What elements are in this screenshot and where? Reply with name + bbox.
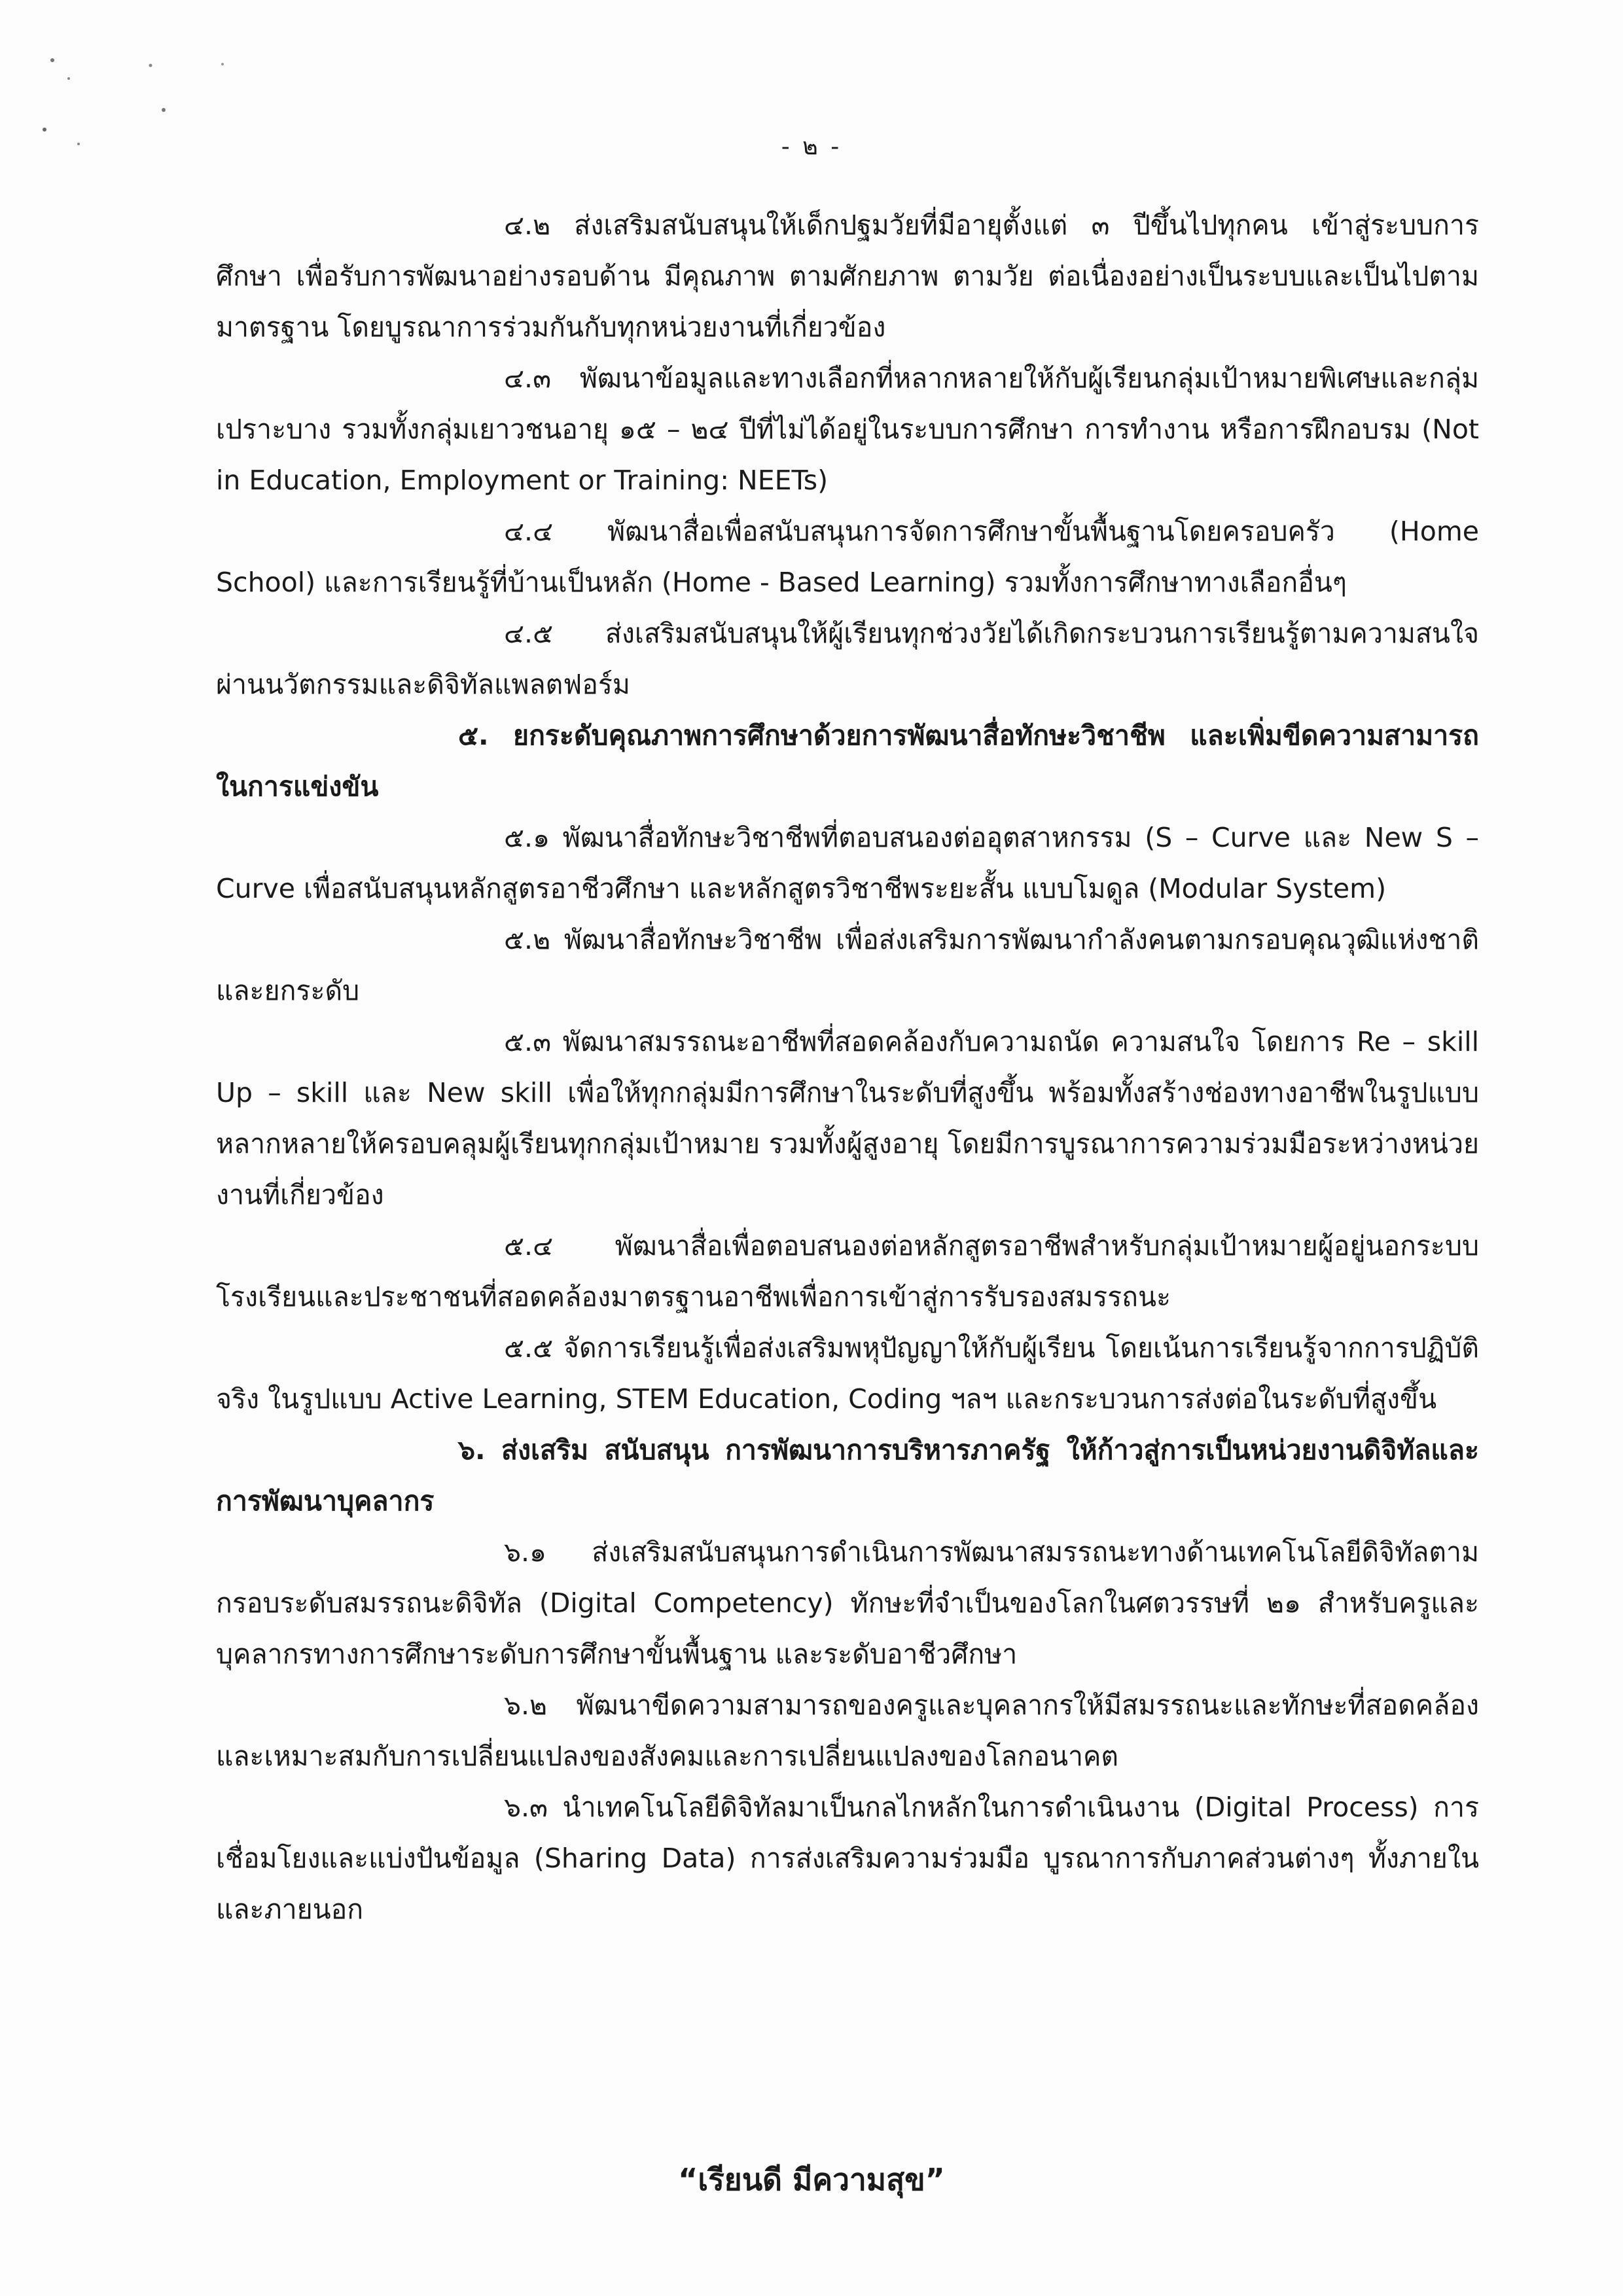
page-number: - ๒ - [781,133,842,160]
section-heading-6: ๖. ส่งเสริม สนับสนุน การพัฒนาการบริหารภาครัฐ ให้ก้าวสู่การเป็นหน่วยงานดิจิทัลและการพัฒนาบุคลากร [216,1434,1479,1517]
section-heading-5: ๕. ยกระดับคุณภาพการศึกษาด้วยการพัฒนาสื่อทักษะวิชาชีพ และเพิ่มขีดความสามารถในการแข่งขัน [216,720,1479,802]
paragraph-6-1: ๖.๑ ส่งเสริมสนับสนุนการดำเนินการพัฒนาสมรรถนะทางด้านเทคโนโลยีดิจิทัลตามกรอบระดับสมรรถนะดิจิทัล (Digital Competency) ทักษะที่จำเป็นของโลกในศตวรรษที่ ๒๑ สำหรับครูและบุคลากรทางการศึกษาระดับการศึกษาขั้นพื้นฐาน และระดับอาชีวศึกษา [216,1536,1479,1670]
paragraph-5-5: ๕.๕ จัดการเรียนรู้เพื่อส่งเสริมพหุปัญญาให้กับผู้เรียน โดยเน้นการเรียนรู้จากการปฏิบัติจริง ในรูปแบบ Active Learning, STEM Education, Coding ฯลฯ และกระบวนการส่งต่อในระดับที่สูงขึ้น [216,1332,1479,1415]
document-body [216,200,1479,1935]
paragraph-4-2: ๔.๒ ส่งเสริมสนับสนุนให้เด็กปฐมวัยที่มีอายุตั้งแต่ ๓ ปีขึ้นไปทุกคน เข้าสู่ระบบการศึกษา เพื่อรับการพัฒนาอย่างรอบด้าน มีคุณภาพ ตามศักยภาพ ตามวัย ต่อเนื่องอย่างเป็นระบบและเป็นไปตามมาตรฐาน โดยบูรณาการร่วมกันกับทุกหน่วยงานที่เกี่ยวข้อง [216,209,1479,343]
paragraph-4-3: ๔.๓ พัฒนาข้อมูลและทางเลือกที่หลากหลายให้กับผู้เรียนกลุ่มเป้าหมายพิเศษและกลุ่มเปราะบาง รวมทั้งกลุ่มเยาวชนอายุ ๑๕ – ๒๔ ปีที่ไม่ได้อยู่ในระบบการศึกษา การทำงาน หรือการฝึกอบรม (Not in Education, Employment or Training: NEETs) [216,362,1479,496]
paragraph-5-4: ๕.๔ พัฒนาสื่อเพื่อตอบสนองต่อหลักสูตรอาชีพสำหรับกลุ่มเป้าหมายผู้อยู่นอกระบบโรงเรียนและประชาชนที่สอดคล้องมาตรฐานอาชีพเพื่อการเข้าสู่การรับรองสมรรถนะ [216,1230,1479,1313]
paragraph-5-2: ๕.๒ พัฒนาสื่อทักษะวิชาชีพ เพื่อส่งเสริมการพัฒนากำลังคนตามกรอบคุณวุฒิแห่งชาติ และยกระดับ [216,924,1479,1006]
paragraph-4-5: ๔.๕ ส่งเสริมสนับสนุนให้ผู้เรียนทุกช่วงวัยได้เกิดกระบวนการเรียนรู้ตามความสนใจ ผ่านนวัตกรรมและดิจิทัลแพลตฟอร์ม [216,618,1479,700]
paragraph-6-2: ๖.๒ พัฒนาขีดความสามารถของครูและบุคลากรให้มีสมรรถนะและทักษะที่สอดคล้องและเหมาะสมกับการเปลี่ยนแปลงของสังคมและการเปลี่ยนแปลงของโลกอนาคต [216,1689,1479,1772]
footer-slogan: “เรียนดี มีความสุข” [678,2162,945,2197]
paragraph-5-1: ๕.๑ พัฒนาสื่อทักษะวิชาชีพที่ตอบสนองต่ออุตสาหกรรม (S – Curve และ New S – Curve เพื่อสนับสนุนหลักสูตรอาชีวศึกษา และหลักสูตรวิชาชีพระยะสั้น แบบโมดูล (Modular System) [216,822,1479,904]
paragraph-6-3: ๖.๓ นำเทคโนโลยีดิจิทัลมาเป็นกลไกหลักในการดำเนินงาน (Digital Process) การเชื่อมโยงและแบ่งปันข้อมูล (Sharing Data) การส่งเสริมความร่วมมือ บูรณาการกับภาคส่วนต่างๆ ทั้งภายในและภายนอก [216,1792,1479,1925]
paragraph-5-3: ๕.๓ พัฒนาสมรรถนะอาชีพที่สอดคล้องกับความถนัด ความสนใจ โดยการ Re – skill Up – skill และ New skill เพื่อให้ทุกกลุ่มมีการศึกษาในระดับที่สูงขึ้น พร้อมทั้งสร้างช่องทางอาชีพในรูปแบบหลากหลายให้ครอบคลุมผู้เรียนทุกกลุ่มเป้าหมาย รวมทั้งผู้สูงอายุ โดยมีการบูรณาการความร่วมมือระหว่างหน่วยงานที่เกี่ยวข้อง [216,1026,1479,1210]
paragraph-4-4: ๔.๔ พัฒนาสื่อเพื่อสนับสนุนการจัดการศึกษาขั้นพื้นฐานโดยครอบครัว (Home School) และการเรียนรู้ที่บ้านเป็นหลัก (Home - Based Learning) รวมทั้งการศึกษาทางเลือกอื่นๆ [216,516,1479,598]
